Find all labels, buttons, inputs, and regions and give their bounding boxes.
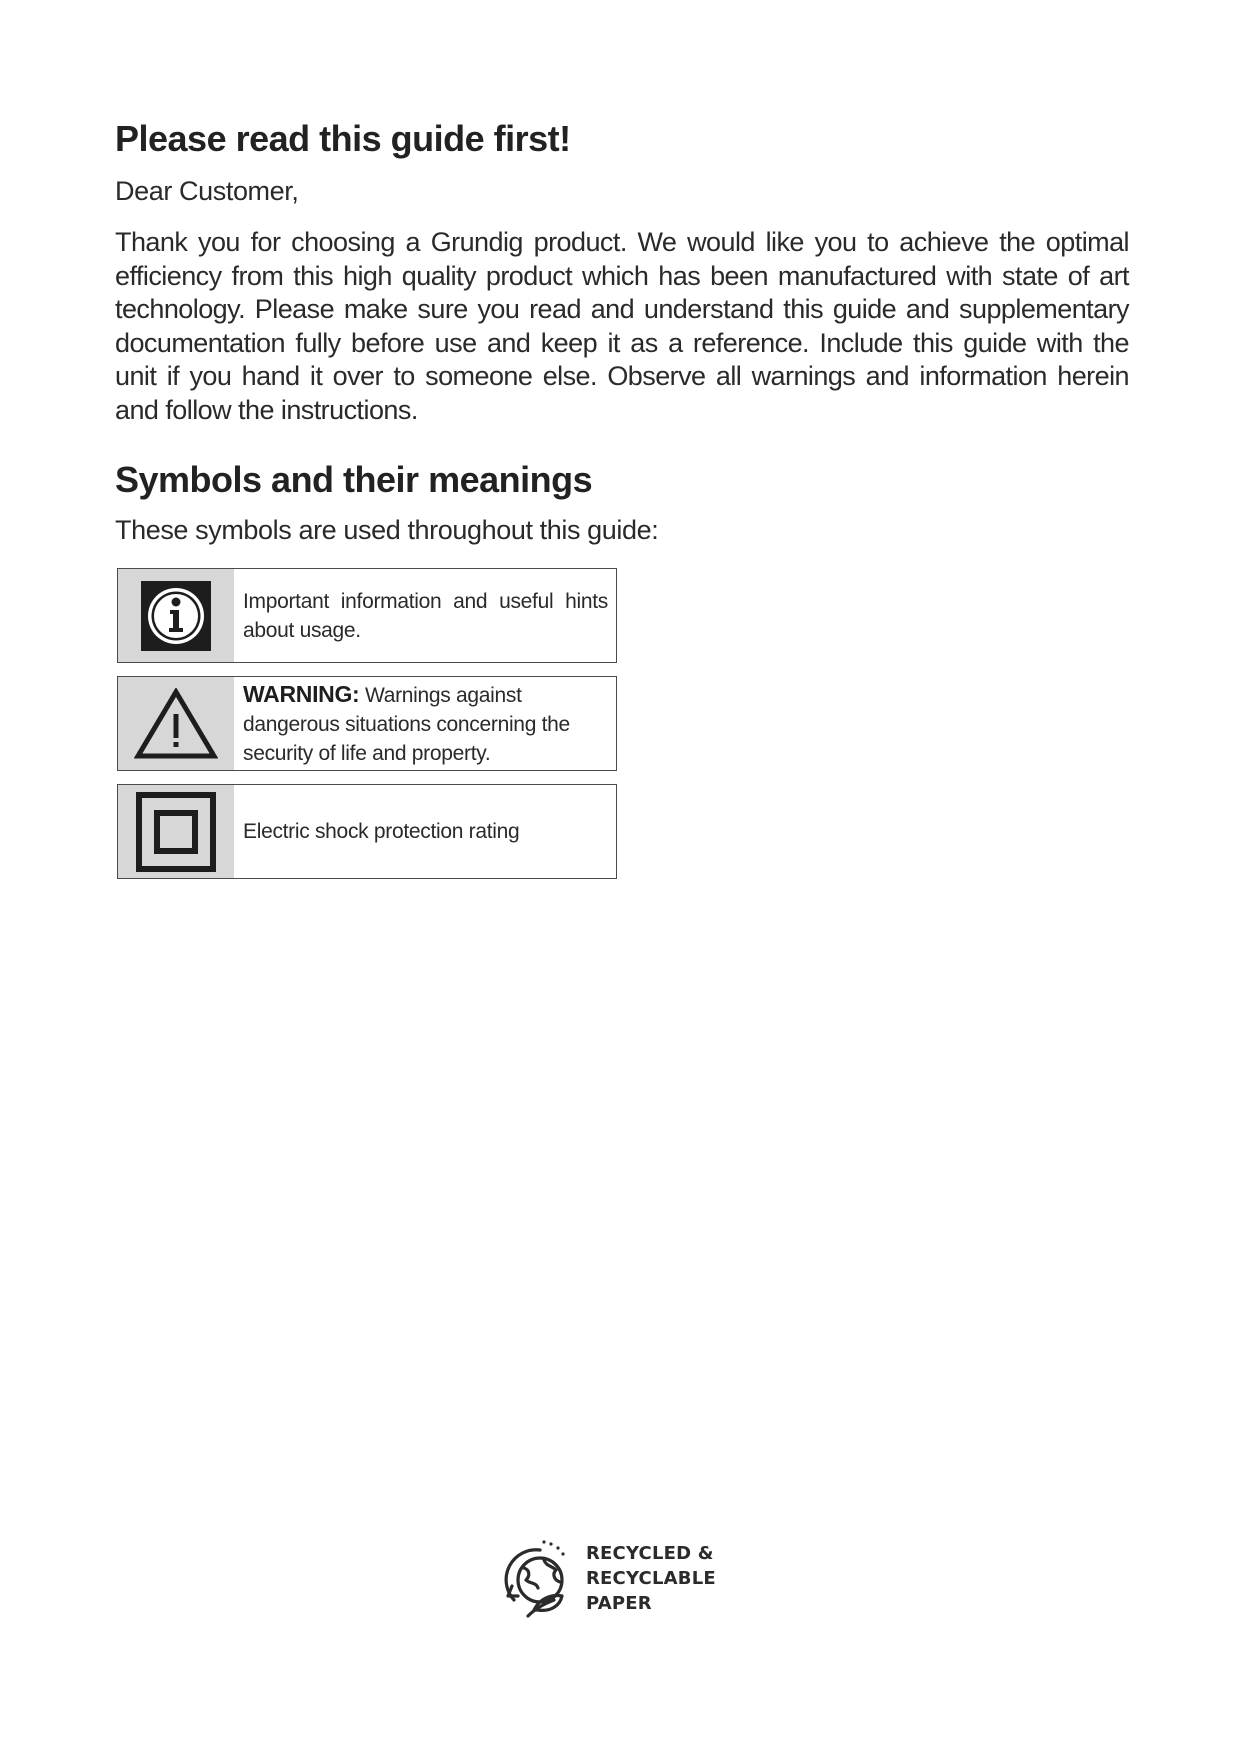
shock-text: Electric shock protection rating bbox=[243, 820, 520, 843]
page-content bbox=[115, 118, 1129, 547]
symbol-row-info bbox=[117, 568, 617, 663]
recycled-paper-icon bbox=[500, 1538, 576, 1618]
page-title: Please read this guide first! bbox=[115, 118, 571, 159]
badge-line: RECYCLABLE bbox=[586, 1567, 716, 1589]
symbol-row-shock bbox=[117, 784, 617, 879]
symbol-row-warning bbox=[117, 676, 617, 771]
symbol-description bbox=[234, 785, 616, 878]
symbol-icon-cell bbox=[118, 785, 234, 878]
symbols-table bbox=[117, 568, 619, 892]
warning-label: WARNING: bbox=[243, 680, 360, 707]
symbols-heading: Symbols and their meanings bbox=[115, 459, 593, 500]
warning-text: Warnings against dangerous situations concerning the security of life and property. bbox=[243, 683, 570, 765]
symbol-icon-cell bbox=[118, 569, 234, 662]
warning-triangle-icon bbox=[134, 688, 218, 760]
intro-paragraph: Thank you for choosing a Grundig product. We would like you to achieve the optimal efficiency from this high quality product which has been manufactured with state of art technology. Please make sure you read and understand this guide and supplementary documentation fully before use and keep it as a reference. Include this guide with the unit if you hand it over to someone else. Observe all warnings and information herein and follow the instructions. bbox=[115, 227, 1129, 425]
badge-line: RECYCLED & bbox=[586, 1542, 714, 1564]
badge-text bbox=[586, 1541, 716, 1616]
salutation: Dear Customer, bbox=[115, 176, 299, 206]
info-icon bbox=[141, 581, 211, 651]
symbol-icon-cell bbox=[118, 677, 234, 770]
double-insulation-icon bbox=[136, 792, 216, 872]
symbol-description bbox=[234, 677, 616, 770]
recycled-paper-badge bbox=[500, 1538, 716, 1618]
info-text: Important information and useful hints about usage. bbox=[243, 589, 608, 642]
symbols-lead: These symbols are used throughout this guide: bbox=[115, 515, 659, 545]
badge-line: PAPER bbox=[586, 1592, 652, 1614]
symbol-description bbox=[234, 569, 616, 662]
